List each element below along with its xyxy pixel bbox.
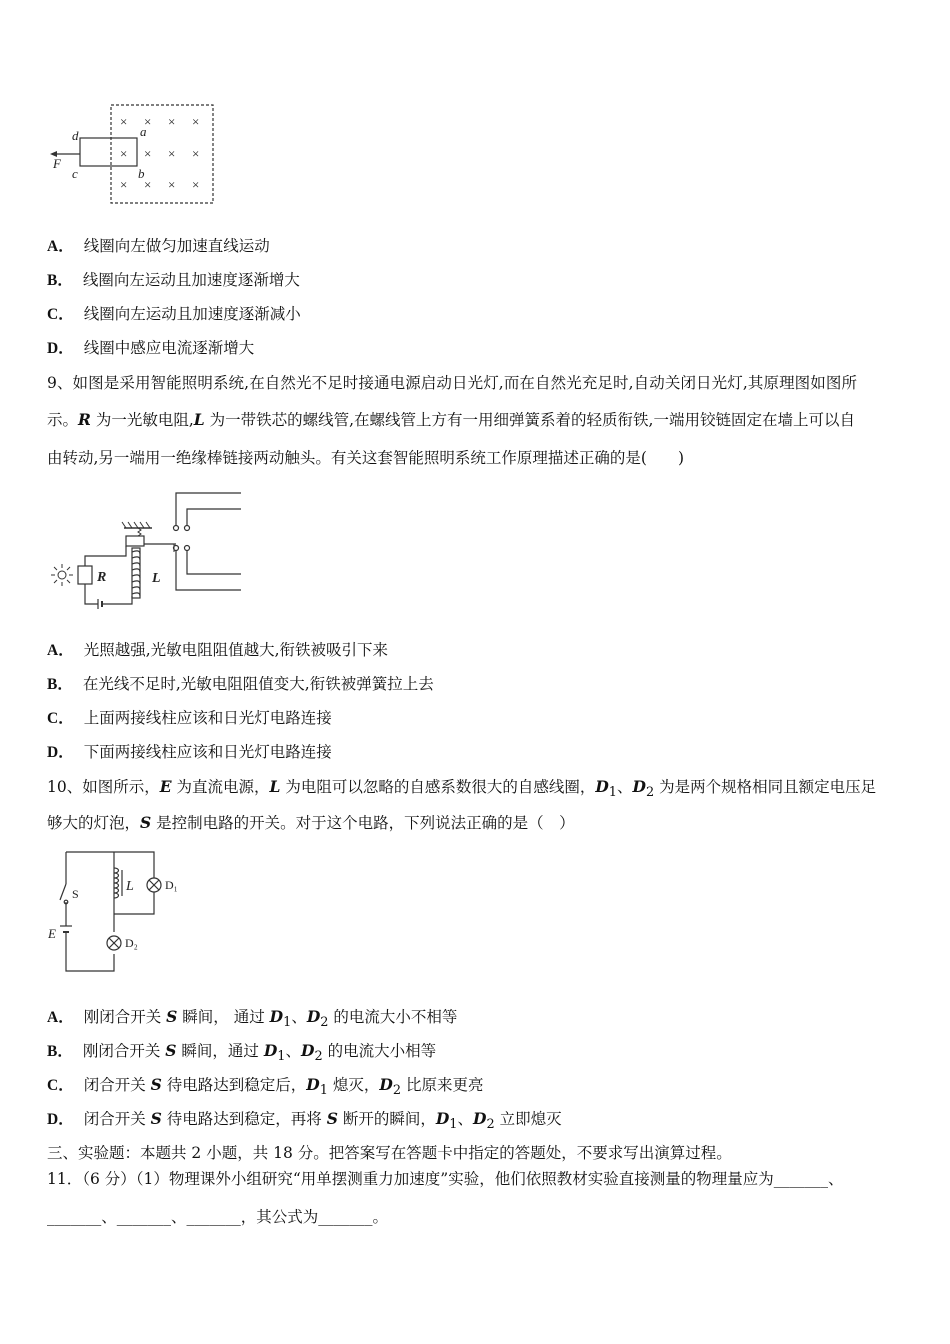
light-source-icon	[51, 564, 73, 586]
q10-option-c[interactable]: C． 闭合开关 S 待电路达到稳定后，$D_1$ 熄灭，$D_2$ 比原来更亮	[47, 1075, 484, 1099]
q9-option-d[interactable]: D． 下面两接线柱应该和日光灯电路连接	[47, 743, 332, 761]
cross: ×	[120, 114, 128, 129]
q10-stem-line1: 10、如图所示，E 为直流电源，L 为电阻可以忽略的自感系数很大的自感线圈，$D_1$、$D_2$ 为是两个规格相同且额定电压足	[47, 777, 877, 801]
photoresistor	[78, 566, 92, 584]
q9-option-a[interactable]: A． 光照越强,光敏电阻阻值越大,衔铁被吸引下来	[47, 641, 389, 659]
label-D2: D₂	[125, 936, 138, 950]
q10-option-d[interactable]: D． 闭合开关 S 待电路达到稳定，再将 S 断开的瞬间，$D_1$、$D_2$ 立即熄灭	[47, 1109, 562, 1133]
cross: ×	[192, 177, 200, 192]
cross: ×	[144, 114, 152, 129]
q10-option-b[interactable]: B． 刚闭合开关 S 瞬间，通过 $D_1$、$D_2$ 的电流大小相等	[47, 1041, 437, 1065]
solenoid-coil	[132, 548, 140, 598]
q8-option-d[interactable]: D． 线圈中感应电流逐渐增大	[47, 339, 255, 357]
contacts	[174, 526, 190, 551]
section-3-heading: 三、实验题：本题共 2 小题，共 18 分。把答案写在答题卡中指定的答题处，不要求写出演算过程。	[47, 1144, 732, 1162]
field-crosses	[120, 114, 199, 192]
q8-option-b[interactable]: B． 线圈向左运动且加速度逐渐增大	[47, 271, 300, 289]
label-S: S	[72, 887, 79, 901]
cross: ×	[192, 146, 200, 161]
q9-stem-line3: 由转动,另一端用一绝缘棒链接两动触头。有关这套智能照明系统工作原理描述正确的是( )	[47, 449, 685, 467]
cross: ×	[168, 177, 176, 192]
label-R: R	[97, 570, 107, 585]
label-b: b	[138, 166, 145, 181]
coil-loop	[80, 138, 137, 166]
q8-figure	[48, 102, 218, 206]
q9-stem-line2: 示。R 为一光敏电阻,L 为一带铁芯的螺线管,在螺线管上方有一用细弹簧系着的轻质衔铁,一端用铰链固定在墙上可以自	[47, 410, 855, 429]
cross: ×	[168, 114, 176, 129]
armature	[126, 536, 144, 546]
q11-line1: 11．（6 分）（1）物理课外小组研究“用单摆测重力加速度”实验，他们依照教材实验直接测量的物理量应为_______、	[47, 1170, 844, 1188]
label-a: a	[140, 124, 147, 139]
q8-option-a[interactable]: A． 线圈向左做匀加速直线运动	[47, 237, 270, 255]
cross: ×	[168, 146, 176, 161]
spring	[138, 528, 141, 536]
cross: ×	[192, 114, 200, 129]
q8-option-c[interactable]: C． 线圈向左运动且加速度逐渐减小	[47, 305, 301, 323]
label-L: L	[126, 879, 134, 894]
label-d: d	[72, 128, 79, 143]
cross: ×	[120, 177, 128, 192]
q10-figure	[48, 846, 198, 976]
label-c: c	[72, 166, 78, 181]
q10-option-a[interactable]: A． 刚闭合开关 S 瞬间， 通过 $D_1$、$D_2$ 的电流大小不相等	[47, 1007, 458, 1031]
cross: ×	[120, 146, 128, 161]
cross: ×	[144, 146, 152, 161]
q11-line2: _______、_______、_______，其公式为_______。	[47, 1208, 389, 1226]
q9-figure	[48, 486, 248, 614]
label-D1: D₁	[165, 878, 178, 892]
q9-option-c[interactable]: C． 上面两接线柱应该和日光灯电路连接	[47, 709, 332, 727]
q9-stem-line1: 9、如图是采用智能照明系统,在自然光不足时接通电源启动日光灯,而在自然光充足时,自动关闭日光灯,其原理图如图所	[47, 374, 858, 392]
label-L: L	[152, 571, 161, 586]
label-E: E	[48, 926, 56, 941]
q9-option-b[interactable]: B． 在光线不足时,光敏电阻阻值变大,衔铁被弹簧拉上去	[47, 675, 434, 693]
cross: ×	[144, 177, 152, 192]
label-F: F	[53, 156, 61, 171]
q10-stem-line2: 够大的灯泡，S 是控制电路的开关。对于这个电路，下列说法正确的是（ ）	[47, 813, 575, 832]
